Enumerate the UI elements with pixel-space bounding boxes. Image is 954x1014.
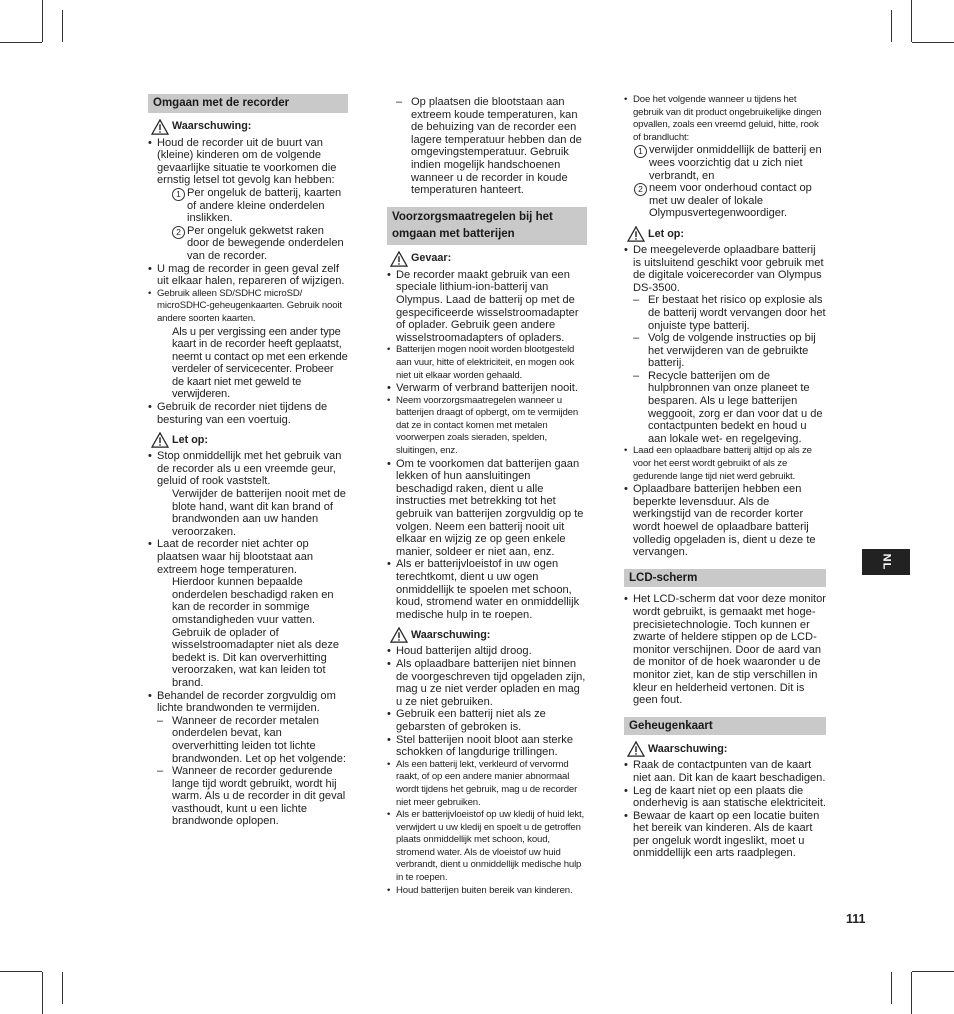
column-1 (148, 94, 348, 828)
crop-mark (911, 972, 912, 1014)
list-item: • Behandel de recorder zorgvuldig om lichte brandwonden te vermijden. (148, 690, 348, 715)
list-item: • De meegeleverde oplaadbare batterij is uitsluitend geschikt voor gebruik met de digitale voicerecorder van Olympus DS-3500. (624, 244, 826, 294)
indented-text: Als u per vergissing een ander type kaart in de recorder heeft geplaatst, neemt u contact op met een erkende verdeler of servicecenter. Probeer de kaart niet met geweld te verwijderen. (172, 325, 348, 401)
list-item: • Neem voorzorgsmaatregelen wanneer u batterijen draagt of opbergt, om te vermijden dat ze in contact komen met metalen voorwerpen zoals sieraden, spelden, sluitingen, enz. (387, 395, 587, 458)
danger-list (387, 269, 587, 622)
list-item: • De recorder maakt gebruik van een speciale lithium-ion-batterij van Olympus. Laad de batterij op met de gespecificeerde wisselstroomadapter of oplader. Gebruik geen andere wisselstroomadapters of opladers. (387, 269, 587, 345)
warning-triangle-icon (627, 741, 645, 757)
list-item: • Gebruik de recorder niet tijdens de besturing van een voertuig. (148, 401, 348, 426)
column-3 (624, 94, 826, 860)
list-item: • Doe het volgende wanneer u tijdens het gebruik van dit product ongebruikelijke dingen opvallen, zoals een vreemd geluid, hitte, rook of brandlucht: (624, 94, 826, 144)
caution-text: Let op: (648, 227, 684, 240)
warning-label (151, 119, 348, 135)
section-header-batteries: Voorzorgsmaatregelen bij het omgaan met batterijen (387, 207, 587, 245)
lcd-list (624, 593, 826, 706)
danger-label (390, 251, 587, 267)
list-item: • Houd de recorder uit de buurt van (kleine) kinderen om de volgende gevaarlijke situatie te voorkomen die ernstig letsel tot gevolg kan hebben: 1 Per ongeluk de batterij, kaarten of andere kleine onderdelen inslikken. 2 Per ongeluk gekwetst raken door de bewegende onderdelen van de recorder. (148, 137, 348, 263)
warning-triangle-icon (390, 251, 408, 267)
numbered-item: 2 Per ongeluk gekwetst raken door de bewegende onderdelen van de recorder. (157, 225, 348, 263)
indented-text: Hierdoor kunnen bepaalde onderdelen beschadigd raken en kan de recorder in sommige omstandigheden vuur vatten. Gebruik de oplader of wisselstroomadapter niet als deze bedekt is. Dit kan oververhitting veroorzaken, wat kan leiden tot brand. (172, 576, 340, 689)
crop-mark (911, 0, 912, 42)
warning-text: Waarschuwing: (172, 120, 252, 133)
warning-list (148, 137, 348, 427)
dash-list (148, 715, 348, 828)
crop-mark (62, 10, 63, 42)
numbered-item: 1 Per ongeluk de batterij, kaarten of andere kleine onderdelen inslikken. (157, 187, 348, 225)
caution-list (624, 244, 826, 294)
crop-mark (42, 972, 43, 1014)
list-item: • Om te voorkomen dat batterijen gaan lekken of hun aansluitingen beschadigd raken, dient u alle instructies met betrekking tot het gebruik van batterijen zorgvuldig op te volgen. Neem een batterij nooit uit elkaar en wijzig ze op geen enkele manier, soldeer er niet aan, enz. (387, 458, 587, 559)
warning-triangle-icon (627, 226, 645, 242)
dash-item: – Op plaatsen die blootstaan aan extreem koude temperaturen, kan de behuizing van de recorder een lagere temperatuur hebben dan de omgevingstemperatuur. Gebruik indien mogelijk handschoenen wanneer u de recorder in koude temperaturen hanteert. (387, 96, 587, 197)
list-item: • Gebruik een batterij niet als ze gebarsten of gebroken is. (387, 708, 587, 733)
dash-item: – Wanneer de recorder metalen onderdelen bevat, kan oververhitting leiden tot lichte brandwonden. Let op het volgende: (148, 715, 348, 765)
numbered-item: 1 verwijder onmiddellijk de batterij en wees voorzichtig dat u zich niet verbrandt, en (624, 144, 826, 182)
crop-mark (42, 0, 43, 42)
crop-mark (0, 971, 42, 972)
warning-label (390, 627, 587, 643)
caution-label (151, 432, 348, 448)
crop-mark (0, 42, 42, 43)
list-item: • Houd batterijen altijd droog. (387, 645, 587, 658)
warning-list (387, 645, 587, 897)
caution-label (627, 226, 826, 242)
caution-list (624, 445, 826, 558)
danger-text: Gevaar: (411, 252, 452, 265)
dash-list (624, 294, 826, 445)
list-item: • Laad een oplaadbare batterij altijd op als ze voor het eerst wordt gebruikt of als ze gedurende lange tijd niet werd gebruikt. (624, 445, 826, 483)
warning-text: Waarschuwing: (648, 743, 728, 756)
number-1-icon: 1 (634, 145, 647, 158)
list-item: • U mag de recorder in geen geval zelf uit elkaar halen, repareren of wijzigen. (148, 263, 348, 288)
section-header-recorder: Omgaan met de recorder (148, 94, 348, 113)
dash-item: – Er bestaat het risico op explosie als de batterij wordt vervangen door het onjuiste type batterij. (624, 294, 826, 332)
list-item: • Verwarm of verbrand batterijen nooit. (387, 382, 587, 395)
dash-list (387, 96, 587, 197)
crop-mark (891, 10, 892, 42)
crop-mark (891, 972, 892, 1004)
list-item: • Als er batterijvloeistof op uw kledij of huid lekt, verwijdert u uw kledij en spoelt u de getroffen plaats onmiddellijk met schoon, koud, stromend water. Als de vloeistof uw huid verbrandt, dient u onmiddellijk medische hulp in te roepen. (387, 809, 587, 885)
column-2 (387, 96, 587, 897)
list-item: • Gebruik alleen SD/SDHC microSD/ microSDHC-geheugenkaarten. Gebruik nooit andere soorten kaarten. Als u per vergissing een ander type kaart in de recorder heeft geplaatst, neemt u contact op met een erkende verdeler of servicecenter. Probeer de kaart niet met geweld te verwijderen. (148, 288, 348, 401)
warning-triangle-icon (151, 119, 169, 135)
warning-label (627, 741, 826, 757)
section-header-lcd: LCD-scherm (624, 569, 826, 588)
crop-mark (912, 971, 954, 972)
warning-text: Waarschuwing: (411, 629, 491, 642)
list-item: • Raak de contactpunten van de kaart niet aan. Dit kan de kaart beschadigen. (624, 759, 826, 784)
crop-mark (62, 972, 63, 1004)
memory-card-list (624, 759, 826, 860)
indented-text: Verwijder de batterijen nooit met de blote hand, want dit kan brand of brandwonden aan uw handen veroorzaken. (172, 488, 346, 538)
number-2-icon: 2 (634, 183, 647, 196)
list-item: • Als er batterijvloeistof in uw ogen terechtkomt, dient u uw ogen onmiddellijk te spoelen met schoon, koud, stromend water en onmiddellijk medische hulp in te roepen. (387, 558, 587, 621)
dash-item: – Volg de volgende instructies op bij het verwijderen van de gebruikte batterij. (624, 332, 826, 370)
list-item: • Als een batterij lekt, verkleurd of vervormd raakt, of op een andere manier abnormaal wordt tijdens het gebruik, mag u de recorder niet meer gebruiken. (387, 759, 587, 809)
list-item: • Laat de recorder niet achter op plaatsen waar hij blootstaat aan extreem hoge temperaturen. Hierdoor kunnen bepaalde onderdelen beschadigd raken en kan de recorder in sommige omstandigheden vuur vatten. Gebruik de oplader of wisselstroomadapter niet als deze bedekt is. Dit kan oververhitting veroorzaken, wat kan leiden tot brand. (148, 538, 348, 689)
list-item: • Stop onmiddellijk met het gebruik van de recorder als u een vreemde geur, geluid of rook vaststelt. Verwijder de batterijen nooit met de blote hand, want dit kan brand of brandwonden aan uw handen veroorzaken. (148, 450, 348, 538)
list-item: • Het LCD-scherm dat voor deze monitor wordt gebruikt, is gemaakt met hoge-precisietechnologie. Toch kunnen er zwarte of heldere stippen op de LCD-monitor verschijnen. Door de aard van de monitor of de hoek waaronder u de monitor ziet, kan de stip verschillen in kleur en helderheid vertonen. Dit is geen fout. (624, 593, 826, 706)
list-item: • Leg de kaart niet op een plaats die onderhevig is aan statische elektriciteit. (624, 785, 826, 810)
language-tab: NL (862, 549, 910, 575)
list-item: • Houd batterijen buiten bereik van kinderen. (387, 885, 587, 898)
list (624, 94, 826, 144)
dash-item: – Wanneer de recorder gedurende lange tijd wordt gebruikt, wordt hij warm. Als u de recorder in dit geval vasthoudt, kunt u een lichte brandwonde oplopen. (148, 765, 348, 828)
number-2-icon: 2 (172, 226, 185, 239)
section-header-memory-card: Geheugenkaart (624, 717, 826, 736)
page-number: 111 (846, 912, 866, 926)
list-item: • Bewaar de kaart op een locatie buiten het bereik van kinderen. Als de kaart per ongeluk wordt ingeslikt, moet u onmiddellijk een arts raadplegen. (624, 810, 826, 860)
warning-triangle-icon (390, 627, 408, 643)
list-item: • Batterijen mogen nooit worden blootgesteld aan vuur, hitte of elektriciteit, en mogen ook niet uit elkaar worden gehaald. (387, 344, 587, 382)
list-item: • Stel batterijen nooit bloot aan sterke schokken of langdurige trillingen. (387, 734, 587, 759)
dash-item: – Recycle batterijen om de hulpbronnen van onze planeet te besparen. Als u lege batterijen weggooit, zorg er dan voor dat u de contactpunten bedekt en houd u aan lokale wet- en regelgeving. (624, 370, 826, 446)
list-item: • Oplaadbare batterijen hebben een beperkte levensduur. Als de werkingstijd van de recorder korter wordt hoewel de oplaadbare batterij volledig opgeladen is, dient u deze te vervangen. (624, 483, 826, 559)
warning-triangle-icon (151, 432, 169, 448)
numbered-item: 2 neem voor onderhoud contact op met uw dealer of lokale Olympusvertegenwoordiger. (624, 182, 826, 220)
list-item: • Als oplaadbare batterijen niet binnen de voorgeschreven tijd opgeladen zijn, mag u ze niet verder opladen en mag u ze niet gebruiken. (387, 658, 587, 708)
number-1-icon: 1 (172, 188, 185, 201)
caution-text: Let op: (172, 433, 208, 446)
caution-list (148, 450, 348, 714)
crop-mark (912, 42, 954, 43)
